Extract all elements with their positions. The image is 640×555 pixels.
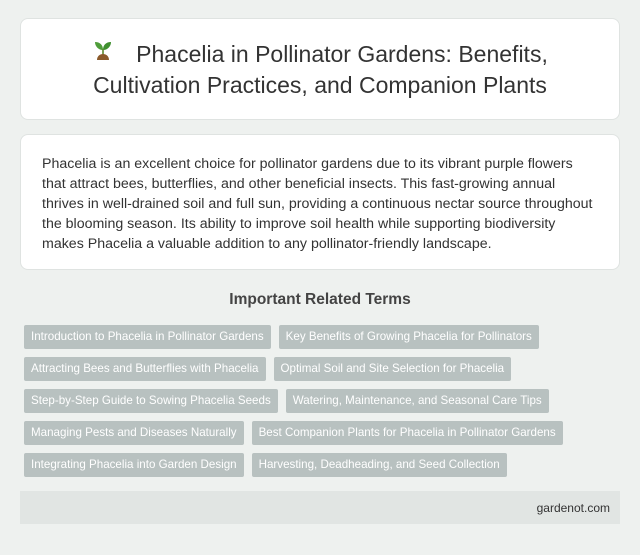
related-terms-list [24,325,620,477]
related-term-tag[interactable]: Optimal Soil and Site Selection for Phacelia [274,357,512,381]
related-term-tag[interactable]: Best Companion Plants for Phacelia in Pollinator Gardens [252,421,563,445]
title-card [20,18,620,120]
related-term-tag[interactable]: Managing Pests and Diseases Naturally [24,421,244,445]
related-term-tag[interactable]: Introduction to Phacelia in Pollinator Gardens [24,325,271,349]
related-term-tag[interactable]: Attracting Bees and Butterflies with Phacelia [24,357,266,381]
sprout-icon [92,38,114,70]
related-term-tag[interactable]: Step-by-Step Guide to Sowing Phacelia Seeds [24,389,278,413]
related-term-tag[interactable]: Watering, Maintenance, and Seasonal Care Tips [286,389,549,413]
intro-paragraph: Phacelia is an excellent choice for pollinator gardens due to its vibrant purple flowers that attract bees, butterflies, and other beneficial insects. This fast-growing annual thrives in well-drained soil and full sun, providing a continuous nectar source throughout the blooming season. Its ability to improve soil health while supporting biodiversity makes Phacelia a valuable addition to any pollinator-friendly landscape. [42,156,593,252]
related-term-tag[interactable]: Integrating Phacelia into Garden Design [24,453,244,477]
page-title [41,38,599,100]
related-term-tag[interactable]: Harvesting, Deadheading, and Seed Collection [252,453,507,477]
page-title-text: Phacelia in Pollinator Gardens: Benefits, Cultivation Practices, and Companion Plants [93,41,548,98]
footer-site-name: gardenot.com [536,500,610,515]
related-terms-heading: Important Related Terms [229,291,411,308]
related-term-tag[interactable]: Key Benefits of Growing Phacelia for Pollinators [279,325,539,349]
intro-card [20,134,620,270]
footer [20,491,620,524]
